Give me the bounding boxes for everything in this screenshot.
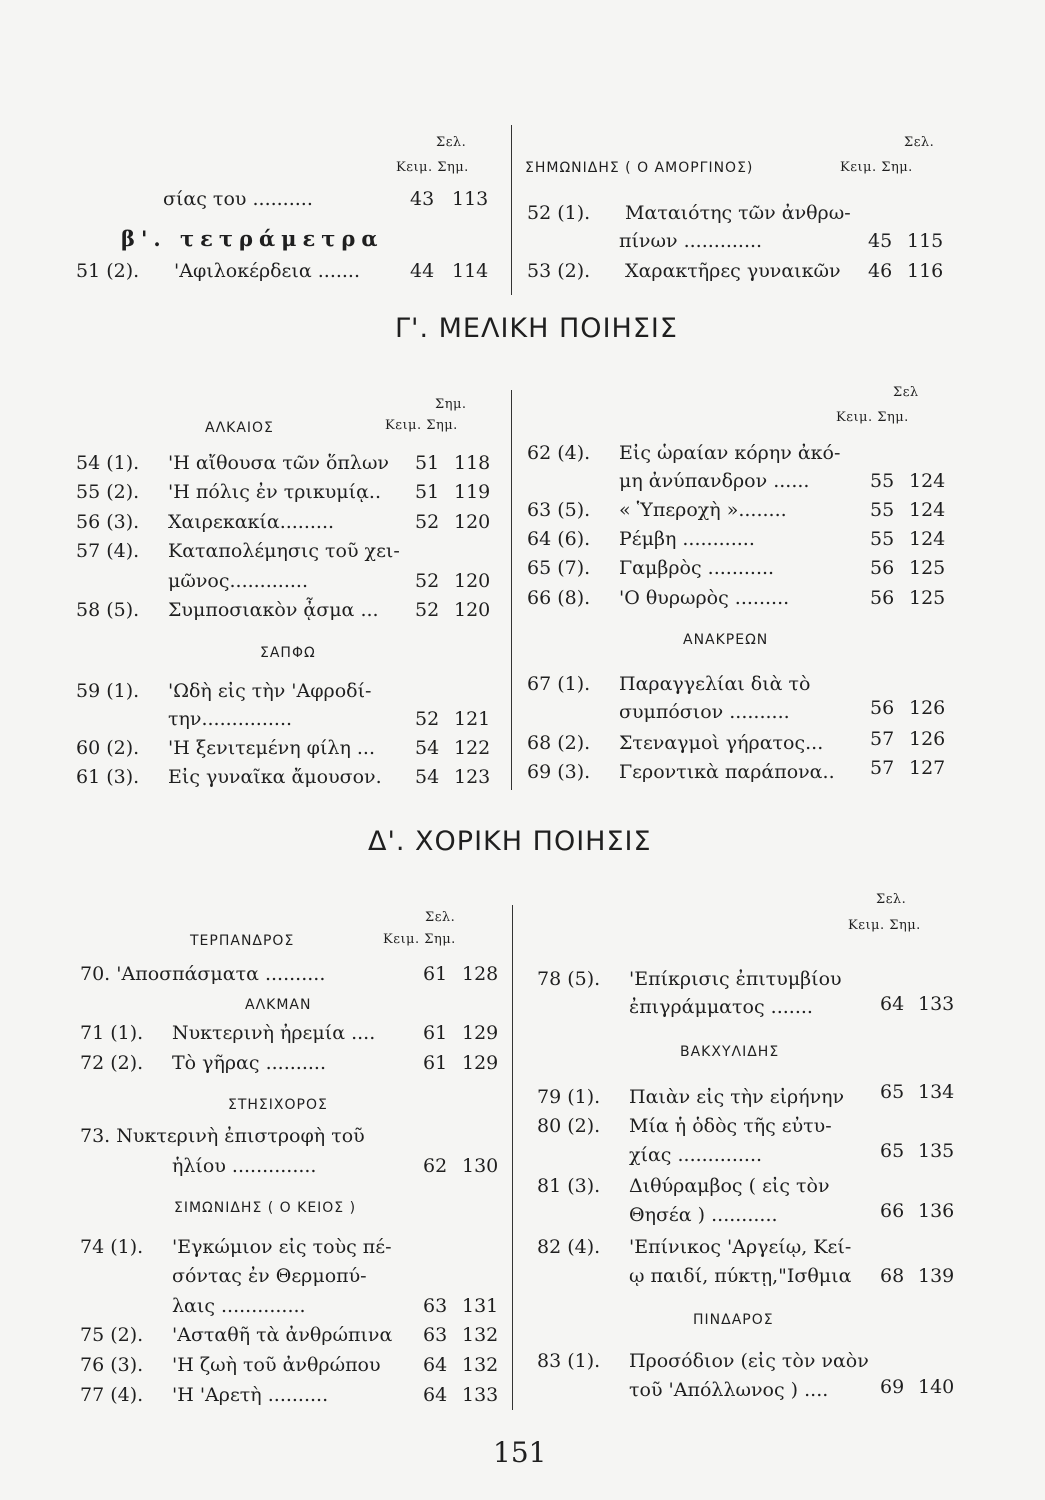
- entry-title: Καταπολέμησις τοῦ χει-: [168, 540, 400, 562]
- page-ref-text: 43: [410, 188, 435, 210]
- leader-dots: ...: [805, 732, 824, 754]
- page-ref-note: 133: [462, 1384, 499, 1406]
- page-ref-text: 52: [415, 708, 440, 730]
- page-number: 151: [493, 1436, 547, 1469]
- page-ref-note: 130: [462, 1155, 499, 1177]
- toc-entry: [172, 1295, 306, 1317]
- page-ref-note: 123: [454, 766, 491, 788]
- entry-title: 'Η αἴθουσα τῶν ὅπλων: [168, 452, 389, 474]
- entry-title: μῶνος: [168, 570, 230, 592]
- entry-title: 'Επίκρισις ἐπιτυμβίου: [629, 968, 842, 990]
- entry-number: 67 (1).: [527, 673, 591, 695]
- toc-entry: [537, 1175, 830, 1197]
- leader-dots: ..............: [677, 1144, 763, 1166]
- toc-entry: [537, 968, 842, 990]
- entry-title: τοῦ 'Απόλλωνος ): [629, 1379, 799, 1401]
- toc-entry: [537, 1350, 869, 1372]
- col-header-sel: Σελ.: [876, 892, 907, 907]
- column-divider: [512, 905, 513, 1410]
- page-ref-text: 61: [423, 1022, 448, 1044]
- page-ref-note: 120: [454, 599, 491, 621]
- page-ref-text: 65: [880, 1140, 905, 1162]
- col-header-keim-sim: Κειμ. Σημ.: [383, 932, 456, 947]
- toc-entry: [163, 188, 313, 210]
- toc-entry: [168, 570, 308, 592]
- entry-title: Χαιρεκακία: [168, 511, 280, 533]
- page-ref-note: 129: [462, 1022, 499, 1044]
- entry-number: 62 (4).: [527, 442, 591, 464]
- leader-dots: ..............: [231, 1155, 317, 1177]
- entry-title: 'Η ξενιτεμένη φίλη: [168, 737, 351, 759]
- page-ref-text: 55: [870, 470, 895, 492]
- toc-entry: [527, 557, 774, 579]
- entry-number: 74 (1).: [80, 1236, 144, 1258]
- entry-title: λαις: [172, 1295, 215, 1317]
- entry-number: 52 (1).: [527, 202, 591, 224]
- entry-title: Παιὰν εἰς τὴν εἰρήνην: [629, 1086, 845, 1108]
- entry-number: 76 (3).: [80, 1354, 144, 1376]
- page-ref-note: 114: [452, 260, 489, 282]
- page-ref-note: 126: [909, 697, 946, 719]
- page-ref-text: 68: [880, 1265, 905, 1287]
- page-ref-note: 116: [907, 260, 944, 282]
- page-ref-note: 119: [454, 481, 491, 503]
- leader-dots: .............: [229, 570, 308, 592]
- toc-entry: [76, 481, 381, 503]
- toc-entry: [527, 442, 840, 464]
- entry-number: 63 (5).: [527, 499, 591, 521]
- page-ref-text: 63: [423, 1324, 448, 1346]
- toc-entry: [629, 1204, 778, 1226]
- leader-dots: ............: [682, 528, 755, 550]
- page-ref-text: 52: [415, 570, 440, 592]
- page-ref-note: 120: [454, 511, 491, 533]
- entry-title: χίας: [629, 1144, 672, 1166]
- leader-dots: ..........: [265, 1052, 326, 1074]
- leader-dots: ..............: [221, 1295, 306, 1317]
- leader-dots: ..........: [267, 1384, 329, 1406]
- entry-title: 'Επίνικος 'Αργείῳ, Κεί-: [629, 1236, 852, 1258]
- page-ref-note: 124: [909, 528, 946, 550]
- col-header-keim-sim: Κειμ. Σημ.: [848, 918, 921, 933]
- entry-number: 71 (1).: [80, 1022, 144, 1044]
- col-header-sel: Σελ.: [425, 910, 456, 925]
- page-ref-text: 56: [870, 557, 895, 579]
- toc-entry: [80, 1022, 375, 1044]
- leader-dots: .............: [683, 230, 763, 252]
- leader-dots: ...: [356, 737, 376, 759]
- entry-title: ἡλίου: [172, 1155, 226, 1177]
- entry-title: 'Ασταθῆ τὰ ἀνθρώπινα: [172, 1324, 393, 1346]
- column-divider: [511, 390, 512, 790]
- page-ref-note: 133: [918, 993, 955, 1015]
- toc-entry: [172, 1155, 316, 1177]
- toc-entry: [76, 260, 360, 282]
- toc-entry: [527, 587, 789, 609]
- toc-entry: [527, 732, 823, 754]
- page-ref-note: 126: [909, 728, 946, 750]
- entry-title: 'Αποσπάσματα: [116, 963, 259, 985]
- toc-entry: [629, 1265, 851, 1287]
- page-ref-text: 45: [868, 230, 893, 252]
- author-heading: ΒΑΚΧΥΛΙΔΗΣ: [680, 1044, 780, 1060]
- entry-number: 59 (1).: [76, 680, 140, 702]
- author-heading: ΣΑΠΦΩ: [260, 645, 316, 661]
- page-ref-note: 134: [918, 1081, 955, 1103]
- toc-entry: [80, 1354, 381, 1376]
- entry-title: 'Αφιλοκέρδεια: [174, 260, 312, 282]
- meter-subheading: β'. τετράμετρα: [121, 226, 384, 251]
- entry-title: Τὸ γῆρας: [172, 1052, 260, 1074]
- entry-number: 75 (2).: [80, 1324, 144, 1346]
- entry-title: Στεναγμοὶ γήρατος: [619, 732, 806, 754]
- entry-title: Διθύραμβος ( εἰς τὸν: [629, 1175, 830, 1197]
- entry-number: 80 (2).: [537, 1115, 601, 1137]
- entry-title: Ματαιότης τῶν ἀνθρω-: [625, 202, 851, 224]
- entry-title: « Ὑπεροχὴ »: [619, 499, 739, 521]
- leader-dots: ..: [822, 761, 835, 783]
- leader-dots: .......: [770, 996, 813, 1018]
- column-divider: [511, 125, 512, 295]
- entry-number: 79 (1).: [537, 1086, 601, 1108]
- col-header-sel: Σελ.: [904, 135, 935, 150]
- author-heading: ΑΛΚΑΙΟΣ: [205, 420, 274, 436]
- page-ref-note: 129: [462, 1052, 499, 1074]
- toc-entry: [168, 708, 292, 730]
- toc-entry: [537, 1115, 832, 1137]
- entry-title: Εἰς ὡραίαν κόρην ἀκό-: [619, 442, 841, 464]
- page-ref-note: 121: [454, 708, 491, 730]
- page-ref-text: 65: [880, 1081, 905, 1103]
- toc-entry: [619, 701, 790, 723]
- entry-number: 66 (8).: [527, 587, 591, 609]
- toc-entry: [527, 499, 787, 521]
- page-ref-text: 61: [423, 1052, 448, 1074]
- page-ref-note: 135: [918, 1140, 955, 1162]
- page-ref-note: 127: [909, 757, 946, 779]
- leader-dots: ...............: [201, 708, 293, 730]
- col-header-keim-sim: Κειμ. Σημ.: [385, 418, 458, 433]
- entry-number: 51 (2).: [76, 260, 140, 282]
- page-ref-text: 51: [415, 481, 440, 503]
- toc-entry: [76, 599, 379, 621]
- page-ref-text: 57: [870, 757, 895, 779]
- col-header-sel: Σελ.: [436, 135, 467, 150]
- page-ref-note: 124: [909, 499, 946, 521]
- page-ref-text: 56: [870, 697, 895, 719]
- entry-title: σόντας ἐν Θερμοπύ-: [172, 1265, 367, 1287]
- page-ref-text: 52: [415, 511, 440, 533]
- entry-number: 82 (4).: [537, 1236, 601, 1258]
- toc-entry: [80, 963, 325, 985]
- leader-dots: .........: [734, 587, 790, 609]
- page-ref-note: 132: [462, 1324, 499, 1346]
- leader-dots: ...........: [707, 557, 775, 579]
- page-ref-text: 57: [870, 728, 895, 750]
- leader-dots: .........: [279, 511, 335, 533]
- leader-dots: ....: [351, 1022, 376, 1044]
- entry-title: 'Ο θυρωρὸς: [619, 587, 729, 609]
- page-ref-text: 64: [880, 993, 905, 1015]
- leader-dots: ..........: [264, 963, 326, 985]
- toc-entry: [619, 470, 809, 492]
- toc-entry: [629, 1379, 828, 1401]
- page-ref-note: 132: [462, 1354, 499, 1376]
- page-ref-text: 63: [423, 1295, 448, 1317]
- entry-title: 'Η 'Αρετὴ: [172, 1384, 262, 1406]
- entry-title: Θησέα ): [629, 1204, 706, 1226]
- entry-title: 'Εγκώμιον εἰς τοὺς πέ-: [172, 1236, 392, 1258]
- page-ref-note: 139: [918, 1265, 955, 1287]
- page-ref-text: 51: [415, 452, 440, 474]
- entry-title: συμπόσιον: [619, 701, 724, 723]
- page-ref-note: 124: [909, 470, 946, 492]
- page-ref-text: 64: [423, 1354, 448, 1376]
- toc-entry: [629, 1144, 762, 1166]
- toc-entry: [76, 540, 400, 562]
- toc-entry: [537, 1236, 851, 1258]
- entry-number: 69 (3).: [527, 761, 591, 783]
- page-ref-text: 54: [415, 766, 440, 788]
- toc-entry: [527, 761, 835, 783]
- col-header-keim-sim: Κειμ. Σημ.: [396, 160, 469, 175]
- toc-entry: [629, 996, 813, 1018]
- entry-title: Νυκτερινὴ ἐπιστροφὴ τοῦ: [116, 1125, 365, 1147]
- entry-number: 81 (3).: [537, 1175, 601, 1197]
- toc-entry: [172, 1265, 367, 1287]
- entry-title: 'Η ζωὴ τοῦ ἀνθρώπου: [172, 1354, 381, 1376]
- page-ref-note: 136: [918, 1200, 955, 1222]
- entry-number: 72 (2).: [80, 1052, 144, 1074]
- entry-number: 64 (6).: [527, 528, 591, 550]
- entry-title: Προσόδιον (εἰς τὸν ναὸν: [629, 1350, 869, 1372]
- page-ref-text: 69: [880, 1376, 905, 1398]
- leader-dots: ........: [738, 499, 787, 521]
- entry-title: ἐπιγράμματος: [629, 996, 765, 1018]
- page-ref-note: 122: [454, 737, 491, 759]
- entry-title: Χαρακτῆρες γυναικῶν: [625, 260, 841, 282]
- entry-title: μη ἀνύπανδρον: [619, 470, 768, 492]
- toc-entry: [80, 1125, 365, 1147]
- page-ref-text: 62: [423, 1155, 448, 1177]
- entry-title: 'Ωδὴ εἰς τὴν 'Αφροδί-: [168, 680, 372, 702]
- entry-title: Νυκτερινὴ ἠρεμία: [172, 1022, 346, 1044]
- page-ref-text: 46: [868, 260, 893, 282]
- page-ref-text: 55: [870, 499, 895, 521]
- toc-entry: [537, 1086, 844, 1108]
- entry-number: 55 (2).: [76, 481, 140, 503]
- entry-title: την: [168, 708, 202, 730]
- page-ref-text: 54: [415, 737, 440, 759]
- entry-number: 60 (2).: [76, 737, 140, 759]
- toc-entry: [80, 1324, 392, 1346]
- entry-title: 'Η πόλις ἐν τρικυμίᾳ: [168, 481, 369, 503]
- entry-title: Παραγγελίαι διὰ τὸ: [619, 673, 811, 695]
- entry-number: 73.: [80, 1125, 111, 1147]
- entry-number: 58 (5).: [76, 599, 140, 621]
- entry-number: 56 (3).: [76, 511, 140, 533]
- author-heading: ΣΗΜΩΝΙΔΗΣ ( Ο ΑΜΟΡΓΙΝΟΣ): [525, 160, 754, 176]
- toc-entry: [527, 260, 841, 282]
- author-heading: ΠΙΝΔΑΡΟΣ: [693, 1312, 774, 1328]
- toc-entry: [76, 511, 334, 533]
- page-ref-text: 66: [880, 1200, 905, 1222]
- col-header-keim-sim: Κειμ. Σημ.: [836, 410, 909, 425]
- leader-dots: ..........: [729, 701, 790, 723]
- entry-title: Εἰς γυναῖκα ἄμουσον.: [168, 766, 382, 788]
- leader-dots: ...........: [711, 1204, 778, 1226]
- col-header-sel: Σελ: [893, 385, 919, 400]
- entry-number: 61 (3).: [76, 766, 140, 788]
- entry-title: σίας του: [163, 188, 247, 210]
- leader-dots: ...: [360, 599, 379, 621]
- author-heading: ΑΛΚΜΑΝ: [245, 997, 312, 1013]
- page-ref-note: 131: [462, 1295, 499, 1317]
- toc-entry: [527, 673, 810, 695]
- toc-entry: [80, 1052, 326, 1074]
- toc-entry: [76, 452, 389, 474]
- leader-dots: ......: [773, 470, 810, 492]
- author-heading: ΣΙΜΩΝΙΔΗΣ ( Ο ΚΕΙΟΣ ): [174, 1200, 357, 1216]
- page-ref-note: 140: [918, 1376, 955, 1398]
- page-ref-note: 120: [454, 570, 491, 592]
- section-title: Δ'. ΧΟΡΙΚΗ ΠΟΙΗΣΙΣ: [368, 826, 652, 857]
- entry-title: ῳ παιδί, πύκτῃ,"Ισθμια: [629, 1265, 852, 1287]
- page-ref-note: 128: [462, 963, 499, 985]
- author-heading: ΤΕΡΠΑΝΔΡΟΣ: [190, 933, 295, 949]
- page-ref-text: 61: [423, 963, 448, 985]
- leader-dots: ..: [368, 481, 381, 503]
- col-header-keim-sim: Κειμ. Σημ.: [840, 160, 913, 175]
- page-ref-note: 113: [452, 188, 489, 210]
- author-heading: ΣΤΗΣΙΧΟΡΟΣ: [228, 1097, 328, 1113]
- entry-number: 83 (1).: [537, 1350, 601, 1372]
- entry-title: Μία ἡ ὁδὸς τῆς εὐτυ-: [629, 1115, 832, 1137]
- entry-title: πίνων: [619, 230, 678, 252]
- entry-number: 78 (5).: [537, 968, 601, 990]
- toc-entry: [76, 680, 371, 702]
- toc-entry: [80, 1384, 328, 1406]
- entry-title: Συμποσιακὸν ᾆσμα: [168, 599, 355, 621]
- entry-title: Γαμβρὸς: [619, 557, 702, 579]
- entry-title: Ρέμβη: [619, 528, 677, 550]
- entry-number: 70.: [80, 963, 111, 985]
- page-ref-note: 125: [909, 587, 946, 609]
- toc-entry: [527, 528, 755, 550]
- entry-number: 54 (1).: [76, 452, 140, 474]
- toc-entry: [76, 766, 382, 788]
- page-ref-note: 125: [909, 557, 946, 579]
- entry-number: 77 (4).: [80, 1384, 144, 1406]
- leader-dots: ....: [804, 1379, 829, 1401]
- page-ref-text: 56: [870, 587, 895, 609]
- entry-number: 65 (7).: [527, 557, 591, 579]
- toc-entry: [80, 1236, 392, 1258]
- entry-number: 68 (2).: [527, 732, 591, 754]
- toc-entry: [76, 737, 375, 759]
- page-ref-text: 64: [423, 1384, 448, 1406]
- author-heading: ΑΝΑΚΡΕΩΝ: [683, 632, 769, 648]
- page-ref-text: 52: [415, 599, 440, 621]
- section-title: Γ'. ΜΕΛΙΚΗ ΠΟΙΗΣΙΣ: [395, 313, 678, 344]
- toc-entry: [619, 230, 762, 252]
- toc-entry: [527, 202, 851, 224]
- entry-number: 57 (4).: [76, 540, 140, 562]
- page-ref-note: 115: [907, 230, 944, 252]
- leader-dots: ..........: [252, 188, 313, 210]
- leader-dots: .......: [317, 260, 361, 282]
- entry-number: 53 (2).: [527, 260, 591, 282]
- col-header-sel: Σημ.: [435, 397, 467, 412]
- page-ref-text: 55: [870, 528, 895, 550]
- page-ref-text: 44: [410, 260, 435, 282]
- page-ref-note: 118: [454, 452, 491, 474]
- entry-title: Γεροντικὰ παράπονα: [619, 761, 823, 783]
